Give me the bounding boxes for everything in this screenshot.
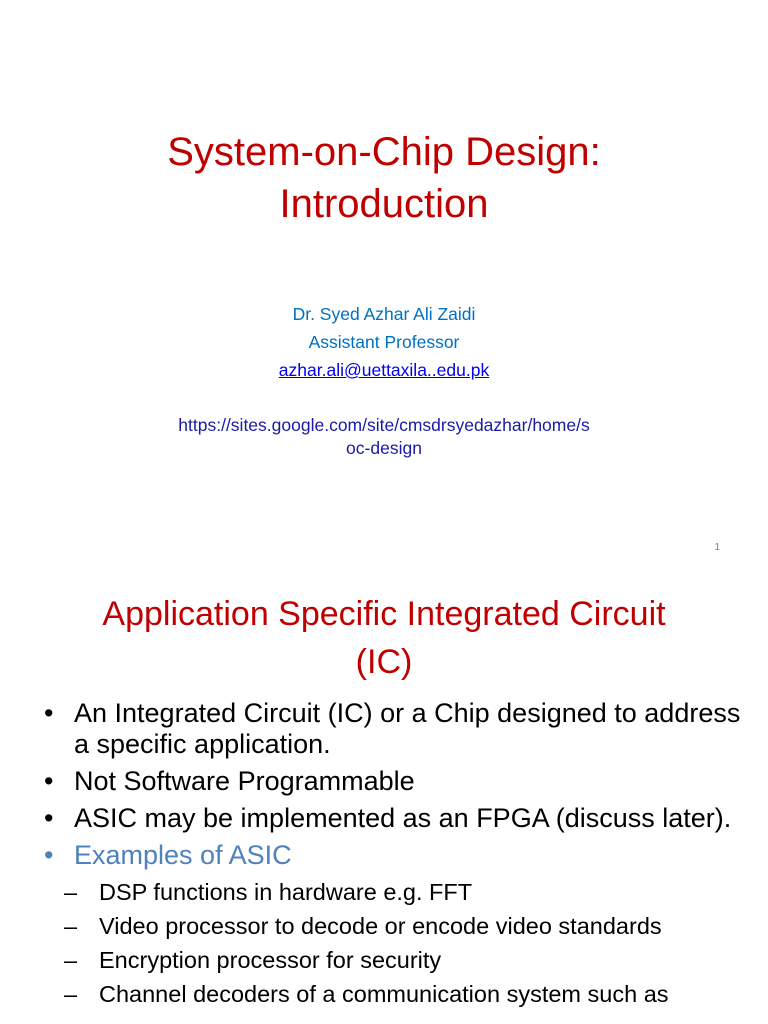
course-url-line-2[interactable]: oc-design [346, 438, 422, 458]
sub-bullet-item [64, 943, 744, 977]
bullet-marker: • [44, 698, 54, 728]
page-number: 1 [714, 542, 720, 553]
bullet-marker: • [44, 803, 54, 833]
sub-bullet-text: Video processor to decode or encode video standards [99, 913, 662, 939]
sub-bullet-text: DSP functions in hardware e.g. FFT [99, 879, 473, 905]
bullet-text: An Integrated Circuit (IC) or a Chip designed to address a specific application. [74, 698, 741, 759]
bullet-item [44, 698, 744, 760]
course-url-line-1[interactable]: https://sites.google.com/site/cmsdrsyedazhar/home/s [178, 415, 590, 435]
bullet-item-examples [44, 840, 744, 1011]
author-position: Assistant Professor [308, 332, 460, 352]
bullet-item [44, 803, 744, 834]
slide-2-title [0, 590, 768, 686]
author-name: Dr. Syed Azhar Ali Zaidi [292, 304, 476, 324]
slide-1-title-line-2: Introduction [279, 182, 489, 226]
sub-bullet-item [64, 977, 744, 1011]
sub-bullet-text: Channel decoders of a communication system such as [99, 981, 669, 1007]
author-block [0, 300, 768, 384]
sub-bullet-item [64, 875, 744, 909]
sub-bullet-marker: – [64, 981, 78, 1007]
course-url[interactable] [0, 414, 768, 460]
bullet-text: ASIC may be implemented as an FPGA (discuss later). [74, 803, 732, 833]
bullet-text: Not Software Programmable [74, 766, 415, 796]
bullet-text: Examples of ASIC [74, 840, 292, 870]
bullet-marker: • [44, 766, 54, 796]
bullet-item [44, 766, 744, 797]
slide-2-title-line-2: (IC) [355, 643, 413, 681]
sub-bullet-marker: – [64, 947, 78, 973]
slide-2-title-line-1: Application Specific Integrated Circuit [102, 595, 666, 633]
sub-bullet-list [64, 875, 744, 1011]
sub-bullet-item [64, 909, 744, 943]
slide-2 [0, 570, 768, 1024]
sub-bullet-marker: – [64, 913, 78, 939]
slide-1-title-line-1: System-on-Chip Design: [167, 130, 601, 174]
bullet-marker: • [44, 840, 54, 870]
bullet-list [44, 698, 744, 1017]
sub-bullet-text: Encryption processor for security [99, 947, 442, 973]
slide-1-title [0, 126, 768, 230]
email-link[interactable]: azhar.ali@uettaxila..edu.pk [278, 360, 490, 380]
sub-bullet-marker: – [64, 879, 78, 905]
